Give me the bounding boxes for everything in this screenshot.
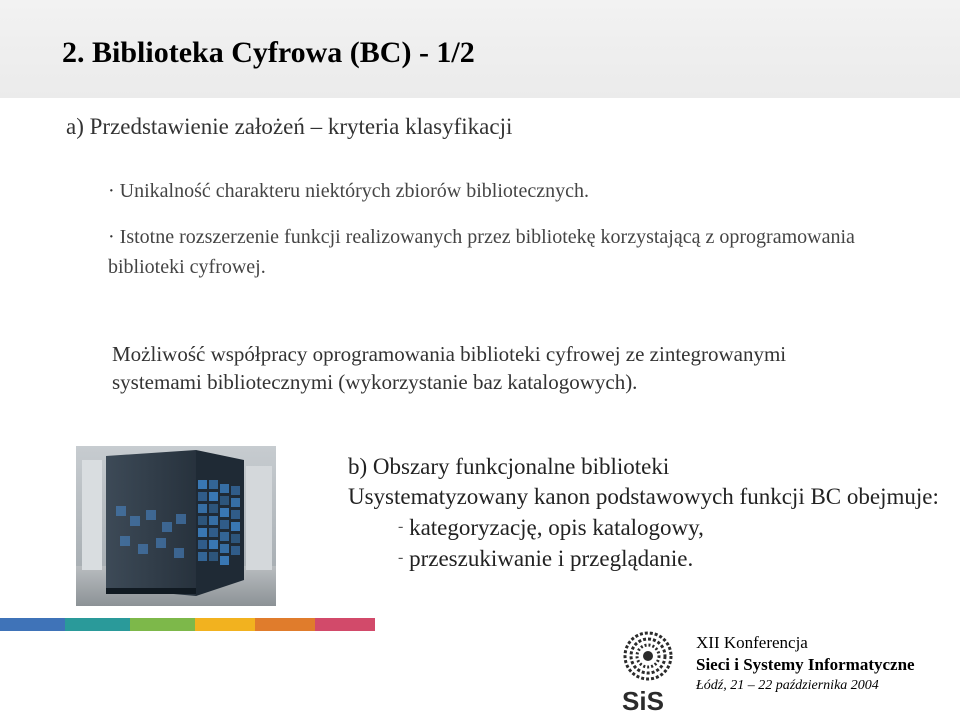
section-b-heading: b) Obszary funkcjonalne biblioteki xyxy=(348,454,670,479)
bullet-item xyxy=(108,222,928,282)
bullet-dot: · xyxy=(108,180,115,202)
list-item-text: kategoryzację, opis katalogowy, xyxy=(409,515,704,540)
bullet-text: Unikalność charakteru niektórych zbiorów bibliotecznych. xyxy=(119,180,589,202)
dash-marker: - xyxy=(398,518,404,535)
sis-logo xyxy=(618,626,684,716)
server-rack-photo xyxy=(76,446,276,606)
conference-line1: XII Konferencja xyxy=(696,633,808,652)
list-item xyxy=(348,543,948,574)
section-b xyxy=(348,452,948,574)
color-bar-segment xyxy=(255,618,315,631)
color-bar-segment xyxy=(130,618,195,631)
section-a-paragraph: Możliwość współpracy oprogramowania biblioteki cyfrowej ze zintegrowanymi systemami bibliotecznymi (wykorzystanie baz katalogowych). xyxy=(112,342,787,394)
color-bar-segment xyxy=(195,618,255,631)
server-photo-graphic xyxy=(76,446,276,606)
sis-logo-text: SiS xyxy=(622,686,664,716)
list-item-text: przeszukiwanie i przeglądanie. xyxy=(409,546,694,571)
bullet-dot: · xyxy=(108,226,115,248)
dash-marker: - xyxy=(398,549,404,566)
conference-info xyxy=(696,632,915,696)
conference-line3: Łódź, 21 – 22 października 2004 xyxy=(696,678,879,693)
sis-logo-icon xyxy=(618,626,684,716)
color-bar-segment xyxy=(315,618,375,631)
list-item xyxy=(348,512,948,543)
color-bar-segment xyxy=(0,618,65,631)
bullet-item xyxy=(108,176,589,206)
color-bar xyxy=(0,618,375,631)
color-bar-segment xyxy=(65,618,130,631)
conference-line2: Sieci i Systemy Informatyczne xyxy=(696,655,915,674)
section-b-intro: Usystematyzowany kanon podstawowych funkcji BC obejmuje: xyxy=(348,484,939,509)
section-a-heading: a) Przedstawienie założeń – kryteria klasyfikacji xyxy=(66,114,513,139)
slide-title: 2. Biblioteka Cyfrowa (BC) - 1/2 xyxy=(62,36,475,69)
bullet-text: Istotne rozszerzenie funkcji realizowanych przez bibliotekę korzystającą z oprogramowania biblioteki cyfrowej. xyxy=(108,226,855,278)
